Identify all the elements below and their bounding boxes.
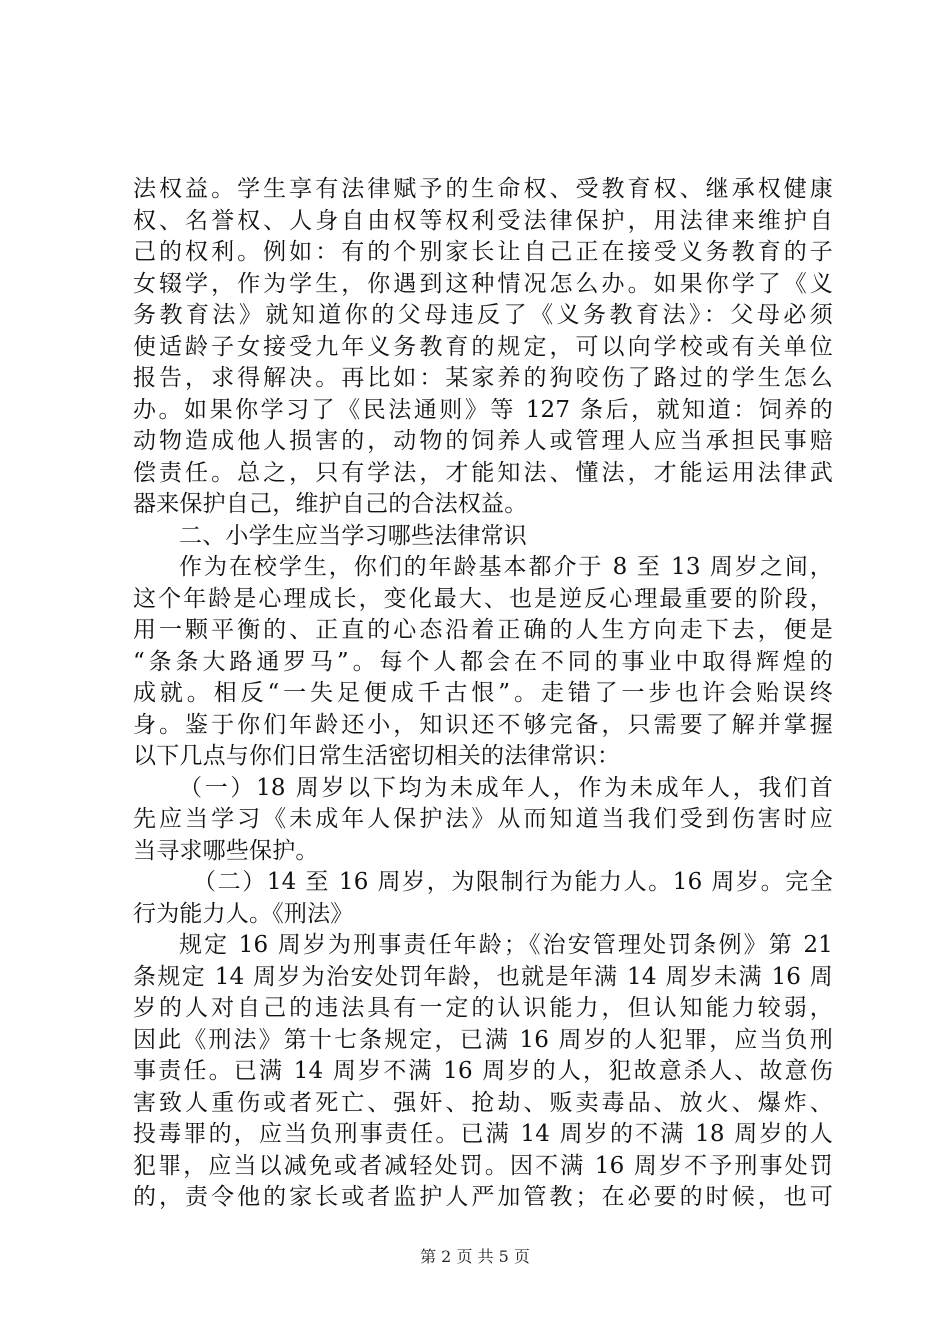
page-footer — [0, 1244, 950, 1267]
section-heading: 二、小学生应当学习哪些法律常识 — [179, 522, 527, 549]
text-line: 这个年龄是心理成长，变化最大、也是逆反心理最重要的阶段， — [133, 585, 833, 612]
text-line: 因此《刑法》第十七条规定，已满 16 周岁的人犯罪，应当负刑 — [133, 1026, 833, 1053]
text-line: 权、名誉权、人身自由权等权利受法律保护，用法律来维护自 — [133, 207, 833, 234]
text-line: 岁的人对自己的违法具有一定的认识能力，但认知能力较弱， — [133, 995, 833, 1021]
text-line: 犯罪，应当以减免或者减轻处罚。因不满 16 周岁不予刑事处罚 — [133, 1152, 833, 1179]
text-line: 动物造成他人损害的，动物的饲养人或管理人应当承担民事赔 — [133, 428, 833, 454]
text-line: 务教育法》就知道你的父母违反了《义务教育法》：父母必须 — [133, 302, 833, 328]
text-line: 使适龄子女接受九年义务教育的规定，可以向学校或有关单位 — [133, 333, 833, 360]
text-line: 用一颗平衡的、正直的心态沿着正确的人生方向走下去，便是 — [133, 617, 833, 643]
text-line: 规定 16 周岁为刑事责任年龄；《治安管理处罚条例》第 21 — [179, 932, 833, 958]
text-line: 偿责任。总之，只有学法，才能知法、懂法，才能运用法律武 — [133, 459, 833, 486]
text-line: 作为在校学生，你们的年龄基本都介于 8 至 13 周岁之间， — [179, 554, 833, 580]
text-line: 报告，求得解决。再比如：某家养的狗咬伤了路过的学生怎么 — [133, 365, 833, 391]
text-line: 的，责令他的家长或者监护人严加管教；在必要的时候，也可 — [133, 1184, 833, 1210]
text-line: （二）14 至 16 周岁，为限制行为能力人。16 周岁。完全 — [193, 869, 833, 895]
text-line: 成就。相反“一失足便成千古恨”。走错了一步也许会贻误终 — [133, 680, 833, 706]
page-number: 第 2 页 共 5 页 — [420, 1247, 530, 1266]
text-line: 身。鉴于你们年龄还小，知识还不够完备，只需要了解并掌握 — [133, 711, 833, 738]
text-line: “条条大路通罗马”。每个人都会在不同的事业中取得辉煌的 — [133, 648, 833, 675]
text-line: 事责任。已满 14 周岁不满 16 周岁的人，犯故意杀人、故意伤 — [133, 1058, 833, 1084]
body-text — [133, 174, 833, 1214]
text-line: （一）18 周岁以下均为未成年人，作为未成年人，我们首 — [179, 774, 833, 801]
text-line: 当寻求哪些保护。 — [133, 837, 319, 864]
text-line: 先应当学习《未成年人保护法》从而知道当我们受到伤害时应 — [133, 806, 833, 832]
text-line: 办。如果你学习了《民法通则》等 127 条后，就知道：饲养的 — [133, 396, 833, 423]
text-line: 条规定 14 周岁为治安处罚年龄，也就是年满 14 周岁未满 16 周 — [133, 963, 833, 990]
text-line: 法权益。学生享有法律赋予的生命权、受教育权、继承权健康 — [133, 176, 833, 202]
text-line: 器来保护自己，维护自己的合法权益。 — [133, 491, 528, 517]
text-line: 以下几点与你们日常生活密切相关的法律常识： — [133, 743, 621, 769]
text-line: 行为能力人。《刑法》 — [133, 900, 354, 927]
text-line: 害致人重伤或者死亡、强奸、抢劫、贩卖毒品、放火、爆炸、 — [133, 1089, 833, 1116]
text-line: 女辍学，作为学生，你遇到这种情况怎么办。如果你学了《义 — [133, 270, 833, 297]
text-line: 己的权利。例如：有的个别家长让自己正在接受义务教育的子 — [133, 239, 833, 265]
text-line: 投毒罪的，应当负刑事责任。已满 14 周岁的不满 18 周岁的人 — [133, 1121, 833, 1147]
